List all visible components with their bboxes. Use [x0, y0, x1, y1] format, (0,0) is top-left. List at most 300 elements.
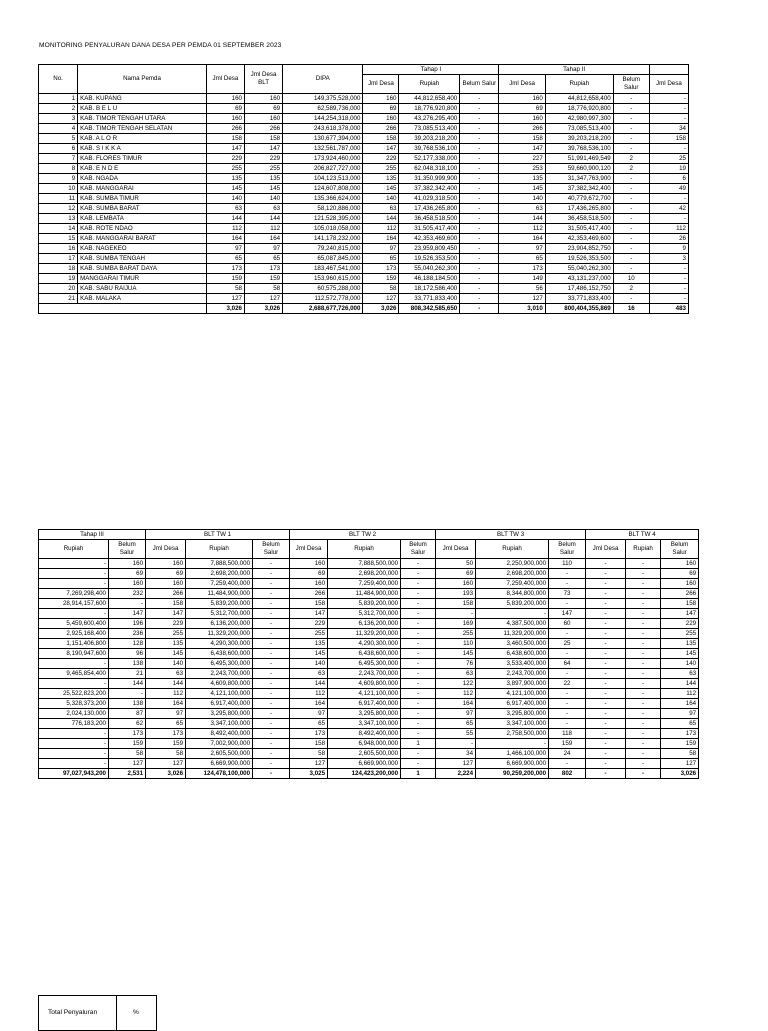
table-row	[39, 104, 689, 114]
table-cell: 112	[363, 224, 399, 234]
table-cell: 69	[363, 104, 399, 114]
header-t2-belum-salur: Belum Salur	[613, 75, 649, 94]
table-cell: 127	[109, 759, 146, 769]
total-cell: 124,478,100,000	[186, 769, 253, 779]
table-cell: -	[253, 569, 290, 579]
header-tahap-2: Tahap II	[499, 65, 649, 75]
header-tw2-jml-desa: Jml Desa	[290, 540, 328, 559]
table-cell: 39,768,536,100	[399, 144, 460, 154]
table-cell: 73,085,513,400	[399, 124, 460, 134]
table-cell: 193	[436, 589, 476, 599]
table-row	[39, 619, 699, 629]
total-cell: 808,342,585,650	[399, 304, 460, 314]
table-cell: 140	[661, 659, 699, 669]
table-cell: KAB. S I K K A	[78, 144, 207, 154]
table-cell: KAB. SUMBA TENGAH	[78, 254, 207, 264]
total-cell: 3,026	[363, 304, 399, 314]
table-cell: 63	[146, 669, 186, 679]
table-cell: KAB. NGADA	[78, 174, 207, 184]
table-cell: 135	[499, 174, 545, 184]
table-cell: -	[626, 569, 661, 579]
table-cell: 112,572,778,000	[283, 294, 363, 304]
table-cell: 105,018,058,000	[283, 224, 363, 234]
table-cell: 65	[661, 719, 699, 729]
header-blt-tw4: BLT TW 4	[586, 530, 699, 540]
table-cell: 266	[290, 589, 328, 599]
table-cell: -	[549, 709, 586, 719]
table-cell: 159	[146, 739, 186, 749]
header-tw3-jml-desa: Jml Desa	[436, 540, 476, 559]
table-cell: 145	[436, 649, 476, 659]
table-row	[39, 669, 699, 679]
table-cell: 50	[436, 559, 476, 569]
table-cell: 6,669,900,000	[186, 759, 253, 769]
table-cell: 43,131,237,000	[545, 274, 613, 284]
table-cell: 164	[661, 699, 699, 709]
table-cell: -	[586, 629, 626, 639]
table-row	[39, 214, 689, 224]
table-cell: -	[586, 579, 626, 589]
table-cell: 59,660,900,120	[545, 164, 613, 174]
table-cell: 110	[436, 639, 476, 649]
table-cell: 33,771,833,400	[399, 294, 460, 304]
table-cell: 160	[363, 114, 399, 124]
total-cell: 3,026	[206, 304, 244, 314]
table-cell: -	[649, 274, 688, 284]
table-cell: 13	[39, 214, 78, 224]
table-cell: 8,492,400,000	[328, 729, 401, 739]
table-cell: 3,295,800,000	[476, 709, 549, 719]
table-cell: 1,466,100,000	[476, 749, 549, 759]
table-row	[39, 729, 699, 739]
table-row	[39, 559, 699, 569]
table-cell: 160	[109, 579, 146, 589]
table-cell: -	[109, 689, 146, 699]
table-cell: -	[613, 194, 649, 204]
table-cell: -	[401, 759, 436, 769]
table-cell: 147	[146, 609, 186, 619]
table-cell: 164	[245, 234, 283, 244]
table-cell: 25	[649, 154, 688, 164]
table-cell: 79,240,815,000	[283, 244, 363, 254]
table-cell: 147	[499, 144, 545, 154]
table-cell: 37,382,342,400	[399, 184, 460, 194]
table-cell: 73,085,513,400	[545, 124, 613, 134]
table-cell: 63	[206, 204, 244, 214]
table-cell: 266	[206, 124, 244, 134]
table-cell: 10	[39, 184, 78, 194]
table-cell: 96	[109, 649, 146, 659]
table-cell: 130,677,394,000	[283, 134, 363, 144]
table-cell: KAB. B E L U	[78, 104, 207, 114]
table-cell: 2,243,700,000	[328, 669, 401, 679]
table-cell: 183,467,541,000	[283, 264, 363, 274]
table-cell: 87	[109, 709, 146, 719]
header-tw2-rupiah: Rupiah	[328, 540, 401, 559]
table-cell: 31,505,417,400	[399, 224, 460, 234]
table-cell: 266	[661, 589, 699, 599]
table-cell: 243,618,378,000	[283, 124, 363, 134]
table-cell: -	[253, 559, 290, 569]
table-cell: 19	[39, 274, 78, 284]
table-cell: 140	[245, 194, 283, 204]
table-cell: 6,669,900,000	[476, 759, 549, 769]
total-cell: -	[460, 304, 499, 314]
table-cell: -	[586, 739, 626, 749]
table-row	[39, 94, 689, 104]
table-cell: -	[586, 599, 626, 609]
table-cell: 2,698,200,000	[186, 569, 253, 579]
table-cell: 97	[290, 709, 328, 719]
table-cell: -	[253, 739, 290, 749]
table-cell: 15	[39, 234, 78, 244]
table-cell: 158	[661, 599, 699, 609]
table-cell: 6,917,400,000	[186, 699, 253, 709]
table-cell: 97	[499, 244, 545, 254]
table-cell: -	[626, 709, 661, 719]
table-cell: 5,328,373,200	[39, 699, 109, 709]
table-cell: 169	[436, 619, 476, 629]
table-cell: 173	[661, 729, 699, 739]
table-cell: 22	[549, 679, 586, 689]
table-cell: 229	[245, 154, 283, 164]
table-cell: -	[401, 679, 436, 689]
table-cell: -	[549, 569, 586, 579]
table-cell: -	[626, 699, 661, 709]
table-cell: -	[253, 719, 290, 729]
header-t1-jml-desa: Jml Desa	[363, 75, 399, 94]
table-cell: 2,243,700,000	[186, 669, 253, 679]
total-cell: 800,404,355,869	[545, 304, 613, 314]
table-cell: 164	[363, 234, 399, 244]
table-cell: 4,609,800,000	[186, 679, 253, 689]
table-cell: KAB. SABU RAIJUA	[78, 284, 207, 294]
table-cell: 173	[245, 264, 283, 274]
table-cell: 26	[649, 234, 688, 244]
table-cell: -	[626, 559, 661, 569]
table-cell: 229	[146, 619, 186, 629]
table-cell: 144	[109, 679, 146, 689]
table-row	[39, 719, 699, 729]
table-cell: 112	[245, 224, 283, 234]
total-cell: -	[586, 769, 626, 779]
header-tahap-3: Tahap III	[39, 530, 146, 540]
table-cell: KAB. TIMOR TENGAH UTARA	[78, 114, 207, 124]
table-cell: -	[39, 749, 109, 759]
table-cell: 7,259,400,000	[186, 579, 253, 589]
table-cell: 4,121,100,000	[328, 689, 401, 699]
table-cell: 60,575,288,000	[283, 284, 363, 294]
table-cell: -	[586, 729, 626, 739]
table-cell: 160	[499, 114, 545, 124]
table-cell: -	[253, 589, 290, 599]
table-cell: 138	[109, 659, 146, 669]
table-cell: KAB. SUMBA BARAT DAYA	[78, 264, 207, 274]
table-cell: -	[586, 749, 626, 759]
table-cell: 164	[146, 699, 186, 709]
table-cell: 58	[146, 749, 186, 759]
table-cell: -	[626, 679, 661, 689]
table-row	[39, 164, 689, 174]
table-cell: -	[401, 719, 436, 729]
total-cell: 124,423,200,000	[328, 769, 401, 779]
table-cell: 63	[290, 669, 328, 679]
table-cell: 69	[661, 569, 699, 579]
header-t2-rupiah: Rupiah	[545, 75, 613, 94]
table-cell: 138	[109, 699, 146, 709]
header-jml-desa-blt: Jml Desa BLT	[245, 65, 283, 94]
table-cell: KAB. MANGGARAI BARAT	[78, 234, 207, 244]
table-cell: -	[626, 739, 661, 749]
table-row	[39, 144, 689, 154]
table-cell: -	[39, 679, 109, 689]
table-cell: -	[649, 194, 688, 204]
table-cell: 147	[661, 609, 699, 619]
table-cell: 8,492,400,000	[186, 729, 253, 739]
table-cell: 62,589,736,000	[283, 104, 363, 114]
table-cell: -	[626, 599, 661, 609]
monitoring-table-tahap	[38, 64, 689, 314]
table-cell: 776,183,200	[39, 719, 109, 729]
header-tahap-1: Tahap I	[363, 65, 499, 75]
table-cell: 25,522,823,200	[39, 689, 109, 699]
table-cell: 7,259,400,000	[328, 579, 401, 589]
summary-label: Total Penyaluran	[48, 1009, 98, 1016]
table-cell: 158	[206, 134, 244, 144]
table-cell: 8,190,947,600	[39, 649, 109, 659]
table-cell: -	[39, 609, 109, 619]
table-cell: 104,123,513,000	[283, 174, 363, 184]
table-row	[39, 274, 689, 284]
table-cell: -	[460, 154, 499, 164]
table-cell: 2,250,900,000	[476, 559, 549, 569]
table-cell: 3,533,400,000	[476, 659, 549, 669]
table-cell: 1	[401, 739, 436, 749]
table-cell: -	[626, 609, 661, 619]
table-cell: 42,353,469,600	[545, 234, 613, 244]
table-cell: 140	[499, 194, 545, 204]
table-cell: 9	[39, 174, 78, 184]
table-cell: KAB. MANGGARAI	[78, 184, 207, 194]
table-cell: 42	[649, 204, 688, 214]
total-cell: 97,027,943,200	[39, 769, 109, 779]
header-tw1-jml-desa: Jml Desa	[146, 540, 186, 559]
header-tw4-rupiah: Rupiah	[626, 540, 661, 559]
table-cell: 112	[290, 689, 328, 699]
table-cell: 58	[245, 284, 283, 294]
table-cell: 173	[206, 264, 244, 274]
table-cell: -	[401, 589, 436, 599]
table-row	[39, 639, 699, 649]
table-cell: 255	[206, 164, 244, 174]
table-cell: 10	[613, 274, 649, 284]
table-cell: 160	[661, 559, 699, 569]
table-cell: 2,605,500,000	[186, 749, 253, 759]
table-cell: 164	[499, 234, 545, 244]
table-cell: 160	[146, 579, 186, 589]
table-cell: -	[401, 649, 436, 659]
table-cell: -	[649, 114, 688, 124]
table-cell: -	[613, 104, 649, 114]
table-cell: -	[613, 94, 649, 104]
table-row	[39, 599, 699, 609]
table-cell: 69	[436, 569, 476, 579]
table-cell: -	[39, 739, 109, 749]
table-cell: 37,382,342,400	[545, 184, 613, 194]
table-cell: 2,758,500,000	[476, 729, 549, 739]
table-cell: 6,495,300,000	[328, 659, 401, 669]
header-t3-jml-desa: Jml Desa	[649, 75, 688, 94]
table-row	[39, 174, 689, 184]
table-cell: 42,980,997,300	[545, 114, 613, 124]
table-cell: 145	[290, 649, 328, 659]
table-cell: -	[253, 629, 290, 639]
table-cell: -	[401, 639, 436, 649]
table-cell: -	[549, 719, 586, 729]
table-cell: KAB. A L O R	[78, 134, 207, 144]
table-cell: 4,387,500,000	[476, 619, 549, 629]
table-cell: -	[401, 669, 436, 679]
table-cell: 18	[39, 264, 78, 274]
table-cell: 7,259,400,000	[476, 579, 549, 589]
table-cell: 5,839,200,000	[476, 599, 549, 609]
table-cell: 160	[290, 579, 328, 589]
table-cell: 63	[245, 204, 283, 214]
summary-divider	[116, 996, 117, 1030]
table-cell: -	[460, 124, 499, 134]
table-cell: -	[460, 284, 499, 294]
table-row	[39, 749, 699, 759]
table-cell: 3,897,900,000	[476, 679, 549, 689]
table-cell: 266	[499, 124, 545, 134]
table-cell: -	[253, 669, 290, 679]
table-cell: -	[460, 264, 499, 274]
table-cell: 149	[499, 274, 545, 284]
table-cell: 135	[661, 639, 699, 649]
table-cell: -	[613, 184, 649, 194]
table-cell: 158	[290, 739, 328, 749]
table-cell: 147	[290, 609, 328, 619]
table-cell: -	[649, 214, 688, 224]
table-cell: 127	[436, 759, 476, 769]
table-cell: 60	[549, 619, 586, 629]
table-cell: KAB. NAGEKEO	[78, 244, 207, 254]
table-cell: 42,353,469,600	[399, 234, 460, 244]
table-cell: 20	[39, 284, 78, 294]
table-cell: 160	[363, 94, 399, 104]
table-cell: 127	[245, 294, 283, 304]
table-cell: 4	[39, 124, 78, 134]
header-tw4-belum-salur: Belum Salur	[661, 540, 699, 559]
table-cell: 62	[109, 719, 146, 729]
table-cell: KAB. LEMBATA	[78, 214, 207, 224]
table-cell: 6	[39, 144, 78, 154]
summary-percent: %	[133, 1009, 139, 1016]
table-cell: -	[460, 114, 499, 124]
table-cell: 145	[146, 649, 186, 659]
table-cell: 6	[649, 174, 688, 184]
header-t3-rupiah: Rupiah	[39, 540, 109, 559]
table-cell: 49	[649, 184, 688, 194]
table-cell: 266	[363, 124, 399, 134]
table-cell: 11,484,900,000	[186, 589, 253, 599]
table-cell: -	[253, 659, 290, 669]
table-cell: 3,347,100,000	[328, 719, 401, 729]
table-cell: 196	[109, 619, 146, 629]
total-cell: 3,025	[290, 769, 328, 779]
table-cell: -	[253, 759, 290, 769]
table-cell: 3	[649, 254, 688, 264]
table-cell: -	[586, 619, 626, 629]
table-cell: 255	[661, 629, 699, 639]
table-cell: 206,827,727,000	[283, 164, 363, 174]
table-cell: 160	[206, 94, 244, 104]
header-tw2-belum-salur: Belum Salur	[401, 540, 436, 559]
table-cell: -	[436, 609, 476, 619]
table-cell: 160	[206, 114, 244, 124]
table-cell: 232	[109, 589, 146, 599]
table-cell: 153,960,615,000	[283, 274, 363, 284]
table-cell: KAB. SUMBA TIMUR	[78, 194, 207, 204]
table-cell: KAB. ROTE NDAO	[78, 224, 207, 234]
table-cell: 159	[206, 274, 244, 284]
table-cell: -	[401, 749, 436, 759]
table-cell: 147	[206, 144, 244, 154]
table-cell: 5,459,600,400	[39, 619, 109, 629]
table-cell: 65	[146, 719, 186, 729]
table-cell: 6,438,600,000	[476, 649, 549, 659]
table-cell: 18,776,920,800	[399, 104, 460, 114]
header-tw1-rupiah: Rupiah	[186, 540, 253, 559]
table-cell: -	[626, 729, 661, 739]
table-cell: -	[39, 579, 109, 589]
table-cell: 2,925,168,400	[39, 629, 109, 639]
table-cell: -	[586, 659, 626, 669]
table-cell: 62,048,318,100	[399, 164, 460, 174]
header-t2-jml-desa: Jml Desa	[499, 75, 545, 94]
table-cell: -	[586, 649, 626, 659]
table-cell: -	[39, 659, 109, 669]
table-cell: 5,839,200,000	[328, 599, 401, 609]
table-cell: 52,177,338,000	[399, 154, 460, 164]
table-cell: 4,290,300,000	[328, 639, 401, 649]
table-cell: 266	[146, 589, 186, 599]
table-cell: 253	[499, 164, 545, 174]
table-cell: -	[39, 729, 109, 739]
table-cell: 63	[499, 204, 545, 214]
table-cell: -	[253, 649, 290, 659]
table-cell: -	[460, 94, 499, 104]
monitoring-table-blt	[38, 529, 699, 779]
table-cell: 34	[649, 124, 688, 134]
table-cell: 5	[39, 134, 78, 144]
table-cell: 55	[436, 729, 476, 739]
total-row	[39, 304, 689, 314]
table-cell: -	[549, 699, 586, 709]
table-cell: -	[586, 689, 626, 699]
table-cell: 17,436,265,800	[399, 204, 460, 214]
table-cell: -	[613, 124, 649, 134]
table-cell: -	[613, 134, 649, 144]
table-cell: 140	[290, 659, 328, 669]
table-cell: 6,136,200,000	[328, 619, 401, 629]
table-cell: -	[586, 589, 626, 599]
table-cell: 1	[39, 94, 78, 104]
table-row	[39, 124, 689, 134]
table-cell: 69	[146, 569, 186, 579]
table-cell: -	[460, 234, 499, 244]
header-tahap-3-cut	[649, 65, 688, 75]
